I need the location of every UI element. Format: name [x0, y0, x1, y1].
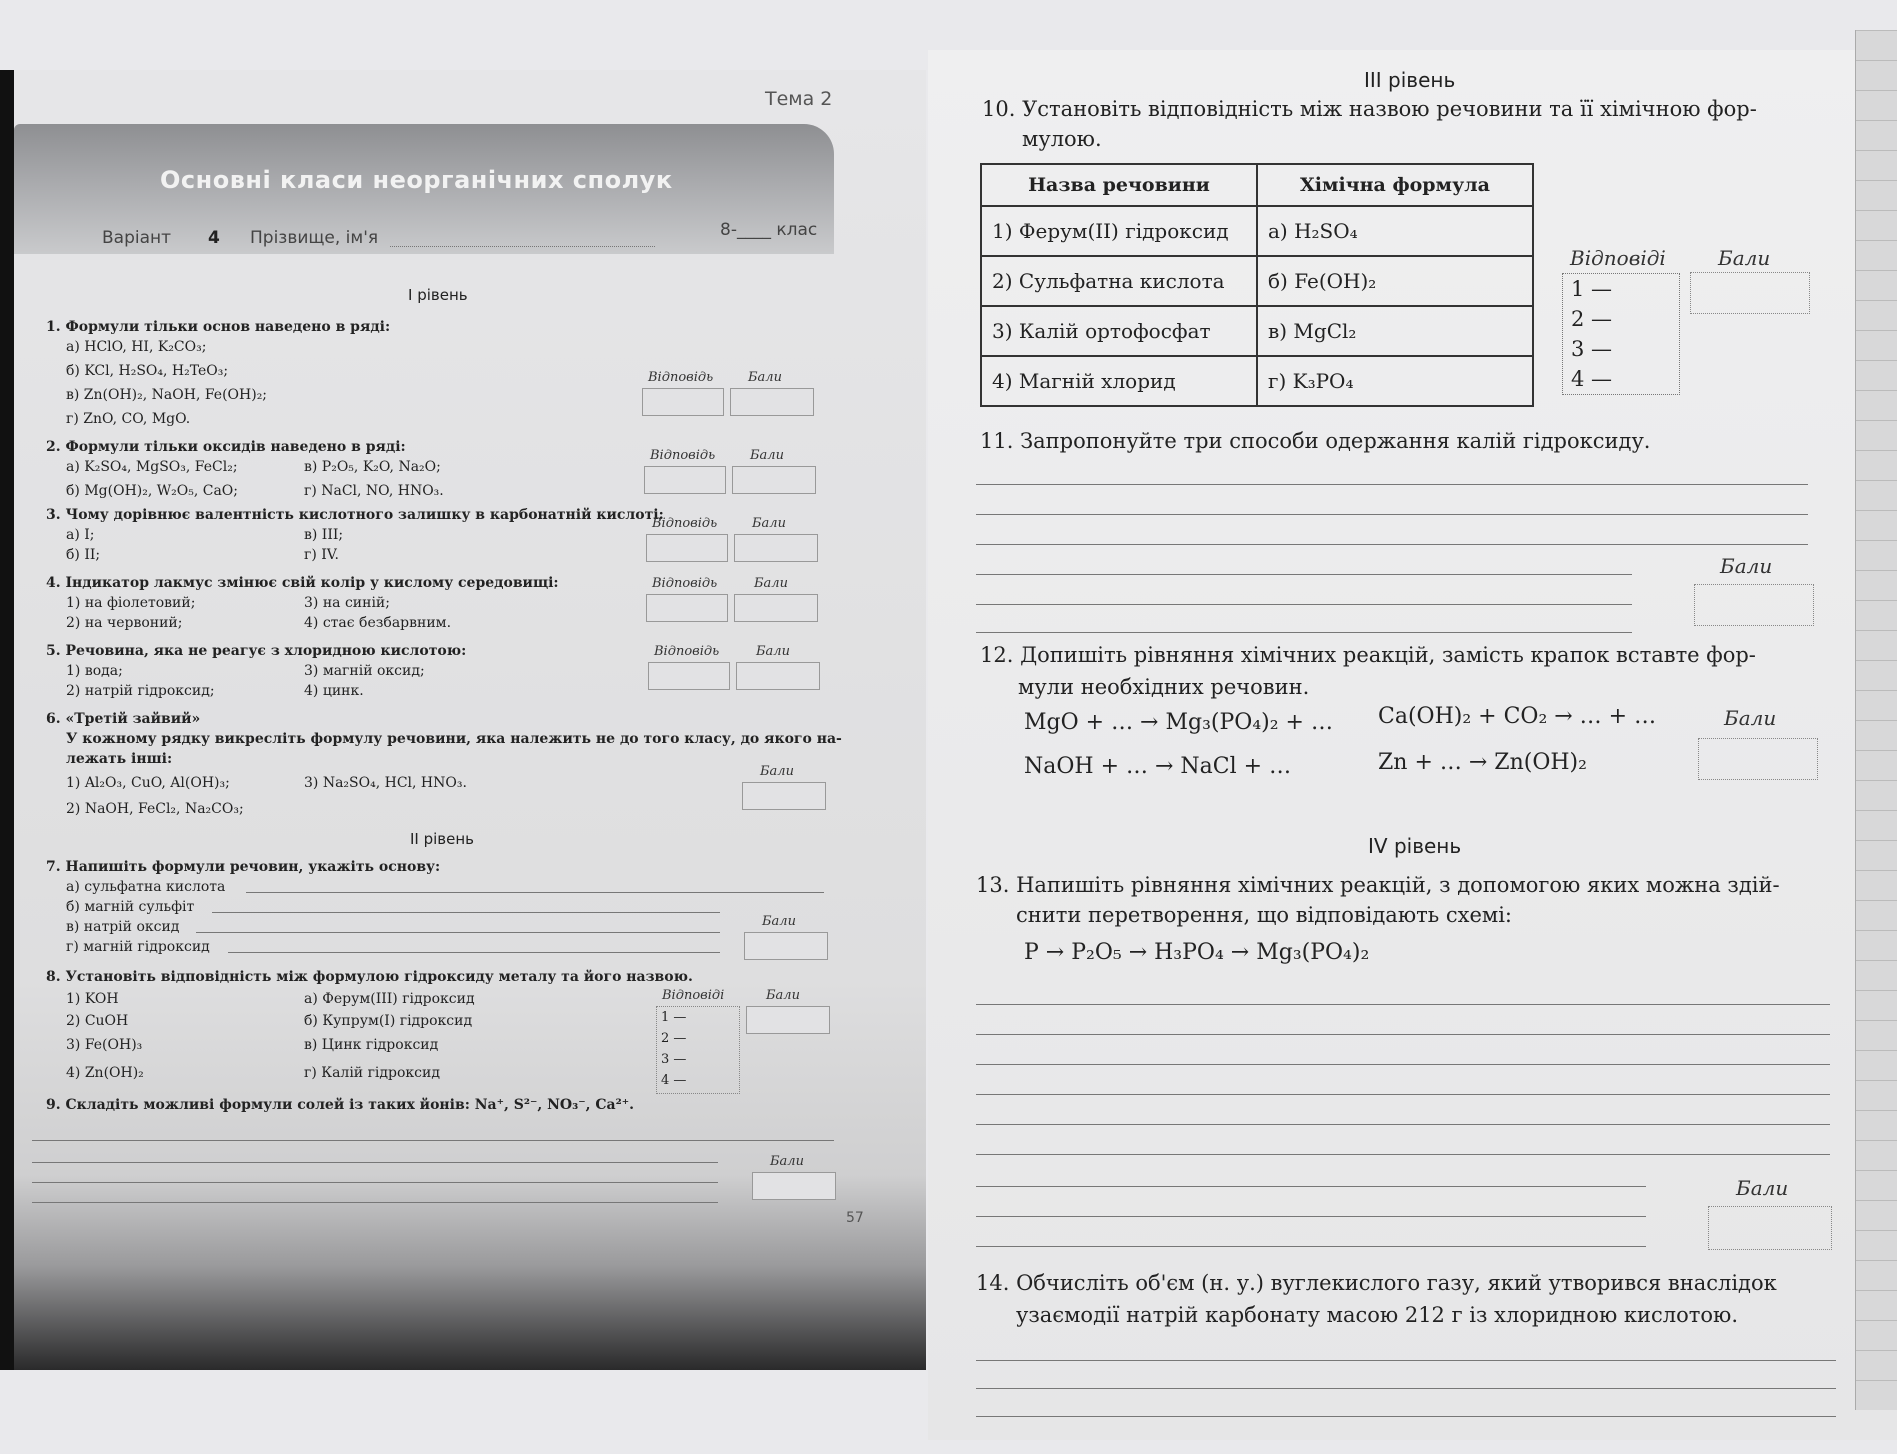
- q11-line-2[interactable]: [976, 514, 1808, 515]
- q10-line2: мулою.: [1022, 127, 1102, 151]
- level-2-heading: ІІ рівень: [410, 830, 475, 848]
- q13-line-1[interactable]: [976, 1004, 1830, 1005]
- q6-row-3[interactable]: 3) Na₂SO₄, HCl, HNO₃.: [304, 775, 467, 791]
- q8-score-label: Бали: [766, 988, 800, 1003]
- q8-left-2: 2) CuOH: [66, 1013, 129, 1029]
- q13-score-label: Бали: [1736, 1176, 1789, 1200]
- q7-item-b: б) магній сульфіт: [66, 899, 195, 915]
- q8-right-d: г) Калій гідроксид: [304, 1065, 440, 1081]
- q14-line-2[interactable]: [976, 1388, 1836, 1389]
- q10-formula-c: в) MgCl₂: [1257, 306, 1533, 356]
- q2-score-box: [732, 466, 816, 494]
- q8-title: 8. Установіть відповідність між формулою гідроксиду металу та його назвою.: [46, 969, 693, 985]
- q3-answer-box[interactable]: [646, 534, 728, 562]
- q14-line2: узаємодії натрій карбонату масою 212 г із хлоридною кислотою.: [1016, 1303, 1738, 1327]
- q1-score-box: [730, 388, 814, 416]
- q8-right-b: б) Купрум(I) гідроксид: [304, 1013, 473, 1029]
- q11-title: 11. Запропонуйте три способи одержання калій гідроксиду.: [980, 429, 1651, 453]
- q10-head-formula: Хімічна формула: [1257, 164, 1533, 206]
- table-row: [981, 356, 1533, 406]
- q11-line-1[interactable]: [976, 484, 1808, 485]
- q11-line-5[interactable]: [976, 604, 1632, 605]
- q12-score-label: Бали: [1724, 706, 1777, 730]
- q10-name-1: 1) Ферум(ІІ) гідроксид: [981, 206, 1257, 256]
- q2-option-b[interactable]: б) Mg(OH)₂, W₂O₅, CaO;: [66, 483, 239, 499]
- q12-equation-1[interactable]: MgO + … → Mg₃(PO₄)₂ + …: [1024, 710, 1333, 735]
- q7-item-c: в) натрій оксид: [66, 919, 180, 935]
- q1-option-b[interactable]: б) KCl, H₂SO₄, H₂TeO₃;: [66, 363, 229, 379]
- q9-line-4[interactable]: [32, 1202, 718, 1203]
- q5-score-label: Бали: [756, 644, 790, 659]
- q10-name-2: 2) Сульфатна кислота: [981, 256, 1257, 306]
- q12-line1: 12. Допишіть рівняння хімічних реакцій, замість крапок вставте фор-: [980, 643, 1756, 667]
- q6-score-box: [742, 782, 826, 810]
- q9-score-label: Бали: [770, 1154, 804, 1169]
- q13-line-2[interactable]: [976, 1034, 1830, 1035]
- q8-answer-list[interactable]: [656, 1006, 740, 1094]
- q4-option-1[interactable]: 1) на фіолетовий;: [66, 595, 196, 611]
- q7-score-label: Бали: [762, 914, 796, 929]
- q6-row-1[interactable]: 1) Al₂O₃, CuO, Al(OH)₃;: [66, 775, 230, 791]
- q4-option-4[interactable]: 4) стає безбарвним.: [304, 615, 452, 631]
- q10-answer-3[interactable]: 3 —: [1571, 337, 1613, 361]
- q5-option-3[interactable]: 3) магній оксид;: [304, 663, 425, 679]
- q6-score-label: Бали: [760, 764, 794, 779]
- table-row: [981, 206, 1533, 256]
- q9-score-box: [752, 1172, 836, 1200]
- q5-title: 5. Речовина, яка не реагує з хлоридною кислотою:: [46, 643, 467, 659]
- q9-line-1[interactable]: [32, 1140, 834, 1141]
- q5-answer-label: Відповідь: [654, 644, 720, 659]
- q2-option-a[interactable]: а) K₂SO₄, MgSO₃, FeCl₂;: [66, 459, 238, 475]
- class-label: 8-____ клас: [720, 220, 818, 240]
- q8-answers-label: Відповіді: [662, 988, 725, 1003]
- page-number: 57: [846, 1210, 864, 1226]
- q10-answers-label: Відповіді: [1570, 246, 1666, 270]
- q10-name-4: 4) Магній хлорид: [981, 356, 1257, 406]
- q3-score-label: Бали: [752, 516, 786, 531]
- q12-equation-2[interactable]: Ca(OH)₂ + CO₂ → … + …: [1378, 704, 1657, 729]
- q10-answer-4[interactable]: 4 —: [1571, 367, 1613, 391]
- table-row: [981, 256, 1533, 306]
- q11-line-3[interactable]: [976, 544, 1808, 545]
- q10-formula-a: а) H₂SO₄: [1257, 206, 1533, 256]
- q8-left-4: 4) Zn(OH)₂: [66, 1065, 144, 1081]
- q4-answer-label: Відповідь: [652, 576, 718, 591]
- q1-answer-box[interactable]: [642, 388, 724, 416]
- q8-answer-1[interactable]: 1 —: [661, 1010, 687, 1025]
- q7-line-c[interactable]: [196, 932, 720, 933]
- q10-answer-2[interactable]: 2 —: [1571, 307, 1613, 331]
- q3-answer-label: Відповідь: [652, 516, 718, 531]
- q8-right-c: в) Цинк гідроксид: [304, 1037, 439, 1053]
- q1-title: 1. Формули тільки основ наведено в ряді:: [46, 319, 391, 335]
- q12-line2: мули необхідних речовин.: [1018, 675, 1310, 699]
- page-title: Основні класи неорганічних сполук: [160, 166, 673, 194]
- q5-score-box: [736, 662, 820, 690]
- q7-item-d: г) магній гідроксид: [66, 939, 210, 955]
- level-1-heading: І рівень: [408, 286, 468, 304]
- q11-score-box: [1694, 584, 1814, 626]
- q5-option-1[interactable]: 1) вода;: [66, 663, 123, 679]
- q4-score-box: [734, 594, 818, 622]
- q3-option-d[interactable]: г) IV.: [304, 547, 339, 563]
- q14-line-3[interactable]: [976, 1416, 1836, 1417]
- q3-option-c[interactable]: в) III;: [304, 527, 344, 543]
- q6-instruction-line2: лежать інші:: [66, 751, 173, 767]
- q8-answer-3[interactable]: 3 —: [661, 1052, 687, 1067]
- q5-option-2[interactable]: 2) натрій гідроксид;: [66, 683, 215, 699]
- variant-number: 4: [208, 228, 220, 248]
- q4-answer-box[interactable]: [646, 594, 728, 622]
- q8-answer-2[interactable]: 2 —: [661, 1031, 687, 1046]
- q13-line-9[interactable]: [976, 1246, 1646, 1247]
- q13-line-6[interactable]: [976, 1154, 1830, 1155]
- q9-title: 9. Складіть можливі формули солей із таких йонів: Na⁺, S²⁻, NO₃⁻, Ca²⁺.: [46, 1097, 634, 1113]
- q2-title: 2. Формули тільки оксидів наведено в ряді:: [46, 439, 406, 455]
- notebook-grid-edge: [1855, 30, 1897, 1410]
- q13-line-5[interactable]: [976, 1124, 1830, 1125]
- q13-score-box: [1708, 1206, 1832, 1250]
- q6-instruction-line1: У кожному рядку викресліть формулу речовини, яка належить не до того класу, до якого на-: [66, 731, 842, 747]
- q2-option-c[interactable]: в) P₂O₅, K₂O, Na₂O;: [304, 459, 441, 475]
- variant-label: Варіант: [102, 228, 172, 248]
- left-page: [0, 70, 926, 1370]
- q10-score-label: Бали: [1718, 246, 1771, 270]
- surname-label: Прізвище, ім'я: [250, 228, 379, 248]
- q7-line-b[interactable]: [212, 912, 720, 913]
- q11-line-4[interactable]: [976, 574, 1632, 575]
- surname-field[interactable]: [390, 246, 655, 247]
- q10-match-table: [980, 163, 1534, 407]
- q3-option-b[interactable]: б) II;: [66, 547, 101, 563]
- q9-line-2[interactable]: [32, 1162, 718, 1163]
- q13-line2: снити перетворення, що відповідають схемі:: [1016, 903, 1512, 927]
- q4-title: 4. Індикатор лакмус змінює свій колір у кислому середовищі:: [46, 575, 559, 591]
- q6-row-2[interactable]: 2) NaOH, FeCl₂, Na₂CO₃;: [66, 801, 244, 817]
- q13-line-8[interactable]: [976, 1216, 1646, 1217]
- q10-head-name: Назва речовини: [981, 164, 1257, 206]
- q2-answer-box[interactable]: [644, 466, 726, 494]
- q4-option-3[interactable]: 3) на синій;: [304, 595, 390, 611]
- q4-option-2[interactable]: 2) на червоний;: [66, 615, 183, 631]
- q10-score-box: [1690, 272, 1810, 314]
- q3-score-box: [734, 534, 818, 562]
- q12-equation-3[interactable]: NaOH + … → NaCl + …: [1024, 754, 1292, 779]
- q2-score-label: Бали: [750, 448, 784, 463]
- q1-answer-label: Відповідь: [648, 370, 714, 385]
- q2-option-d[interactable]: г) NaCl, NO, HNO₃.: [304, 483, 444, 499]
- q3-title: 3. Чому дорівнює валентність кислотного залишку в карбонатній кислоті:: [46, 507, 664, 523]
- q4-score-label: Бали: [754, 576, 788, 591]
- q13-line-4[interactable]: [976, 1094, 1830, 1095]
- level-4-heading: IV рівень: [1368, 834, 1462, 858]
- q13-line1: 13. Напишіть рівняння хімічних реакцій, з допомогою яких можна здій-: [976, 873, 1780, 897]
- q1-option-d[interactable]: г) ZnO, CO, MgO.: [66, 411, 191, 427]
- q1-score-label: Бали: [748, 370, 782, 385]
- q5-option-4[interactable]: 4) цинк.: [304, 683, 364, 699]
- q5-answer-box[interactable]: [648, 662, 730, 690]
- q14-line-1[interactable]: [976, 1360, 1836, 1361]
- q7-score-box: [744, 932, 828, 960]
- table-row: [981, 306, 1533, 356]
- q1-option-a[interactable]: а) HClO, HI, K₂CO₃;: [66, 339, 207, 355]
- q8-answer-4[interactable]: 4 —: [661, 1073, 687, 1088]
- q12-equation-4[interactable]: Zn + … → Zn(OH)₂: [1378, 750, 1587, 775]
- q10-name-3: 3) Калій ортофосфат: [981, 306, 1257, 356]
- q10-formula-d: г) K₃PO₄: [1257, 356, 1533, 406]
- q3-option-a[interactable]: а) I;: [66, 527, 95, 543]
- q7-item-a: а) сульфатна кислота: [66, 879, 226, 895]
- q13-line-7[interactable]: [976, 1186, 1646, 1187]
- q13-scheme: P → P₂O₅ → H₃PO₄ → Mg₃(PO₄)₂: [1024, 940, 1370, 965]
- level-3-heading: ІІІ рівень: [1364, 68, 1456, 92]
- q8-score-box: [746, 1006, 830, 1034]
- variant-bar: [60, 220, 820, 254]
- q8-left-3: 3) Fe(OH)₃: [66, 1037, 143, 1053]
- q8-left-1: 1) KOH: [66, 991, 119, 1007]
- q12-score-box: [1698, 738, 1818, 780]
- q10-answer-1[interactable]: 1 —: [1571, 277, 1613, 301]
- q13-line-3[interactable]: [976, 1064, 1830, 1065]
- q6-title: 6. «Третій зайвий»: [46, 711, 201, 727]
- q7-title: 7. Напишіть формули речовин, укажіть основу:: [46, 859, 441, 875]
- q1-option-c[interactable]: в) Zn(OH)₂, NaOH, Fe(OH)₂;: [66, 387, 268, 403]
- q10-formula-b: б) Fe(OH)₂: [1257, 256, 1533, 306]
- q10-line1: 10. Установіть відповідність між назвою речовини та її хімічною фор-: [982, 97, 1757, 121]
- q8-right-a: а) Ферум(III) гідроксид: [304, 991, 475, 1007]
- q10-answer-list[interactable]: [1562, 273, 1680, 395]
- q2-answer-label: Відповідь: [650, 448, 716, 463]
- q11-line-6[interactable]: [976, 632, 1632, 633]
- q11-score-label: Бали: [1720, 554, 1773, 578]
- q9-line-3[interactable]: [32, 1182, 718, 1183]
- q7-line-d[interactable]: [228, 952, 720, 953]
- topic-label: Тема 2: [765, 88, 833, 110]
- q14-line1: 14. Обчисліть об'єм (н. у.) вуглекислого газу, який утворився внаслідок: [976, 1271, 1777, 1295]
- q7-line-a[interactable]: [246, 892, 824, 893]
